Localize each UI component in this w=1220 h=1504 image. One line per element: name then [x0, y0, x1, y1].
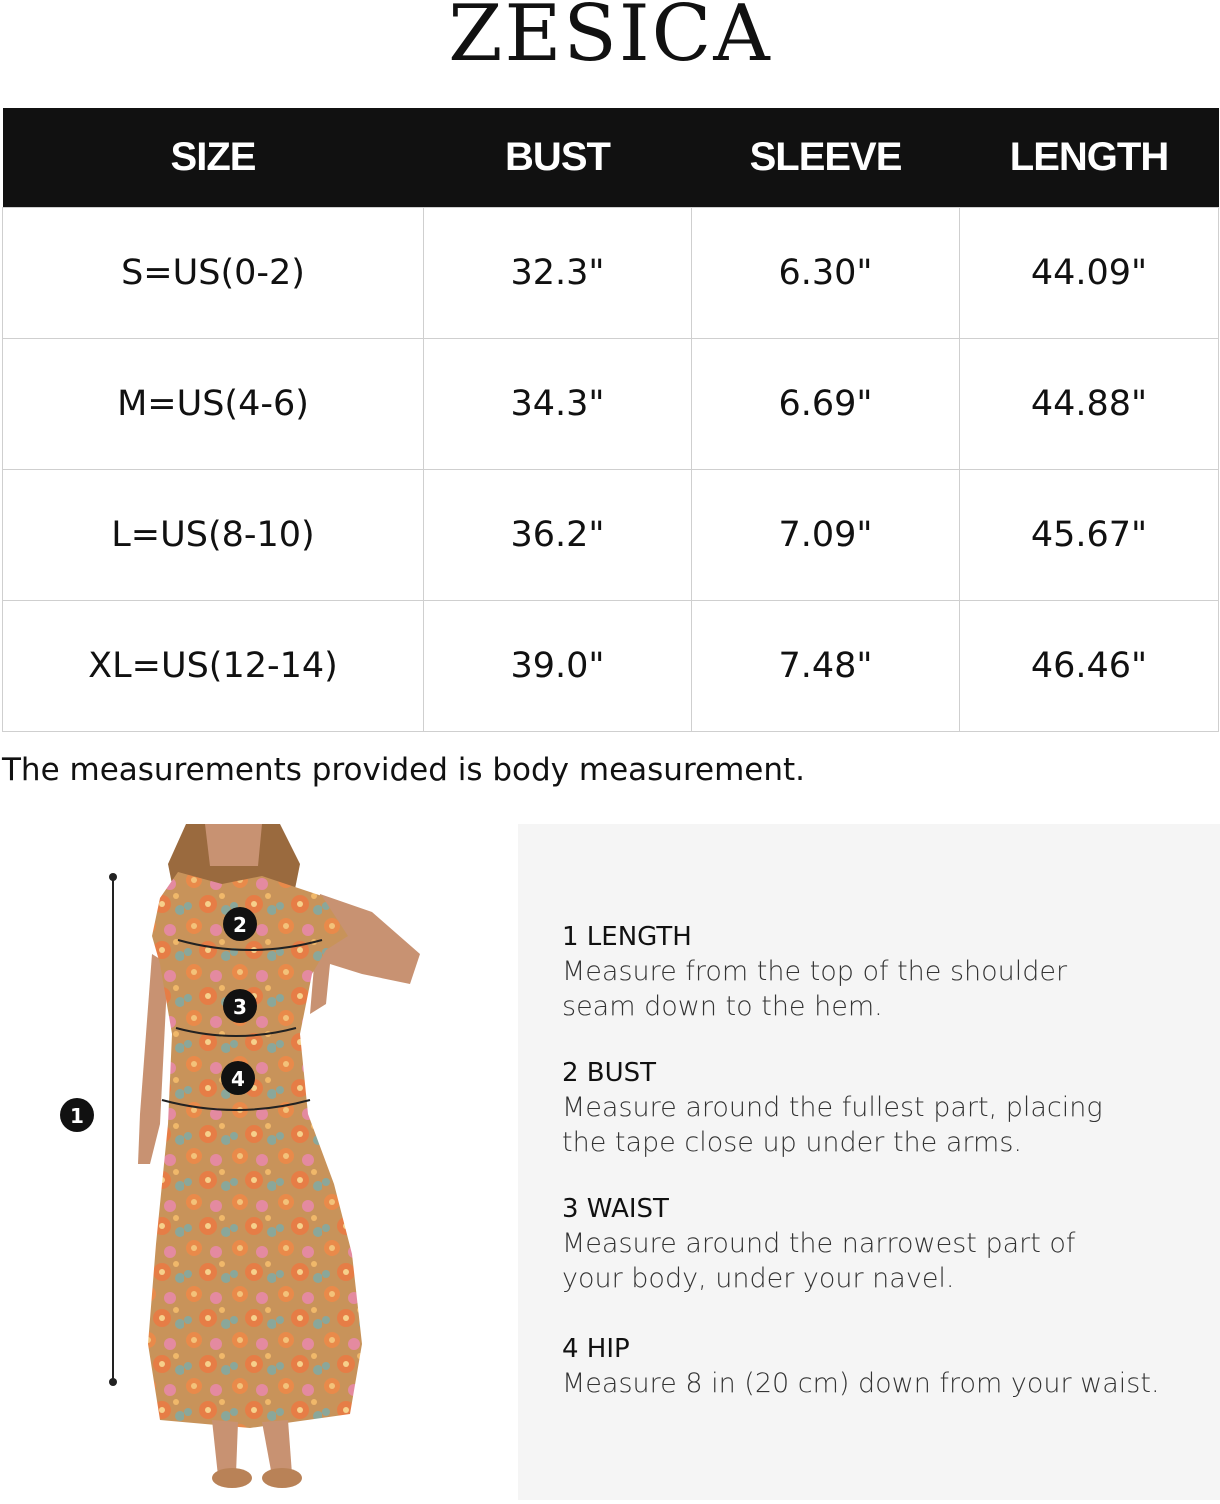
- left-sandal: [212, 1468, 252, 1488]
- svg-text:2: 2: [233, 913, 247, 937]
- cell-bust: 36.2": [424, 470, 692, 601]
- guide-desc: Measure 8 in (20 cm) down from your waist.: [562, 1368, 1160, 1399]
- svg-text:4: 4: [231, 1067, 245, 1091]
- guide-title: 3 WAIST: [562, 1194, 669, 1224]
- guide-title: 1 LENGTH: [562, 922, 692, 952]
- cell-length: 44.09": [960, 208, 1219, 339]
- cell-bust: 39.0": [424, 601, 692, 732]
- cell-sleeve: 6.69": [692, 339, 960, 470]
- svg-text:1: 1: [70, 1104, 84, 1128]
- right-leg-shape: [262, 1420, 292, 1476]
- size-chart-table: [2, 108, 1219, 732]
- header-size: SIZE: [3, 108, 424, 208]
- cell-size: S=US(0-2): [3, 208, 424, 339]
- guide-item-length: [562, 920, 1202, 1024]
- table-row: [3, 208, 1219, 339]
- right-sandal: [262, 1468, 302, 1488]
- table-row: [3, 601, 1219, 732]
- cell-sleeve: 6.30": [692, 208, 960, 339]
- dress-illustration: [0, 824, 518, 1500]
- svg-text:3: 3: [233, 995, 247, 1019]
- cell-bust: 34.3": [424, 339, 692, 470]
- guide-desc: Measure around the narrowest part of: [562, 1228, 1076, 1259]
- guide-desc: seam down to the hem.: [562, 991, 883, 1022]
- measuring-guide-panel: [518, 824, 1220, 1500]
- marker-1: [60, 1098, 94, 1132]
- header-sleeve: SLEEVE: [692, 108, 960, 208]
- guide-item-bust: [562, 1056, 1202, 1160]
- header-length: LENGTH: [960, 108, 1219, 208]
- guide-desc: Measure around the fullest part, placing: [562, 1092, 1103, 1123]
- neck-shape: [205, 824, 262, 866]
- marker-2: [223, 907, 257, 941]
- guide-title: 2 BUST: [562, 1058, 657, 1088]
- guide-item-hip: [562, 1332, 1202, 1401]
- marker-4: [221, 1061, 255, 1095]
- guide-desc: Measure from the top of the shoulder: [562, 956, 1068, 987]
- cell-sleeve: 7.09": [692, 470, 960, 601]
- header-bust: BUST: [424, 108, 692, 208]
- guide-item-waist: [562, 1192, 1202, 1296]
- cell-size: XL=US(12-14): [3, 601, 424, 732]
- table-row: [3, 470, 1219, 601]
- cell-length: 45.67": [960, 470, 1219, 601]
- cell-bust: 32.3": [424, 208, 692, 339]
- table-row: [3, 339, 1219, 470]
- cell-length: 46.46": [960, 601, 1219, 732]
- cell-size: M=US(4-6): [3, 339, 424, 470]
- left-arm-shape: [138, 954, 168, 1164]
- measurement-note: The measurements provided is body measurement.: [2, 752, 806, 788]
- guide-desc: your body, under your navel.: [562, 1263, 955, 1294]
- marker-3: [223, 989, 257, 1023]
- guide-desc: the tape close up under the arms.: [562, 1127, 1022, 1158]
- cell-length: 44.88": [960, 339, 1219, 470]
- brand-logo: ZESICA: [448, 0, 772, 79]
- table-header-row: [3, 108, 1219, 208]
- left-leg-shape: [212, 1420, 238, 1476]
- cell-sleeve: 7.48": [692, 601, 960, 732]
- cell-size: L=US(8-10): [3, 470, 424, 601]
- guide-title: 4 HIP: [562, 1334, 630, 1364]
- measurement-figure: [0, 824, 518, 1500]
